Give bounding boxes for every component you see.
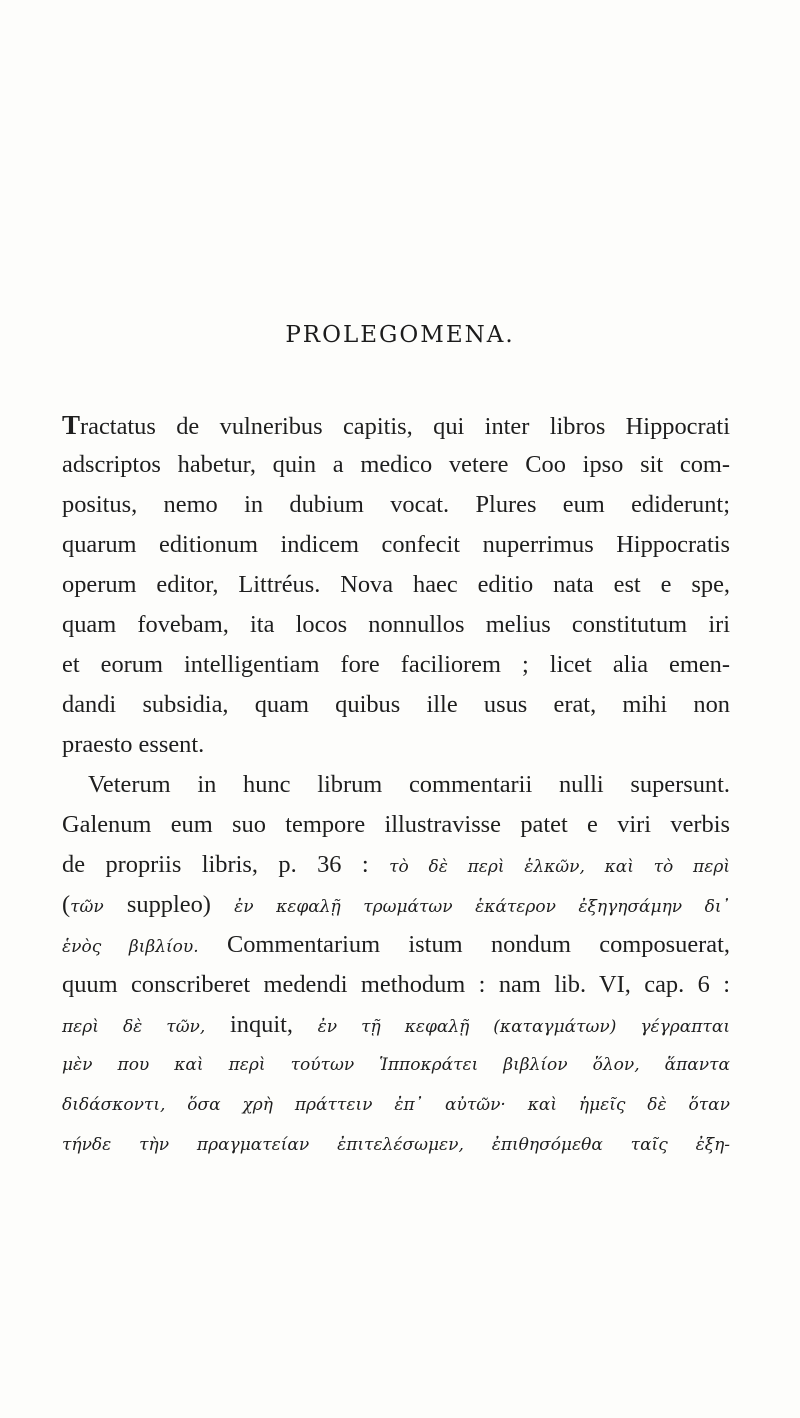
greek-text: ἐν κεφαλῇ τρωμάτων ἑκάτερον ἐξηγησάμην δι᾽ [234,897,730,917]
latin-text: de propriis libris, p. 36 : [62,851,390,878]
greek-text: ἐν τῇ κεφαλῇ (καταγμάτων) γέγραπται [317,1017,730,1037]
page-heading: PROLEGOMENA. [285,322,515,348]
text-line: dandi subsidia, quam quibus ille usus erat, mihi non [62,691,730,718]
paren-text: ( [62,891,71,918]
text-line [62,885,730,925]
text-line: Veterum in hunc librum commentarii nulli supersunt. [88,771,730,798]
greek-line: μὲν που καὶ περὶ τούτων Ἱπποκράτει βιβλίον ὅλον, ἅπαντα [62,1055,730,1075]
greek-text: ἑνὸς βιβλίου. [62,937,199,957]
latin-text: Commentarium istum nondum composuerat, [198,931,730,958]
text-line [62,925,730,965]
greek-text: τῶν [70,897,104,917]
drop-cap: T [62,410,81,440]
text-line: quum conscriberet medendi methodum : nam lib. VI, cap. 6 : [62,971,730,998]
text-line [62,405,730,445]
latin-text: suppleo) [103,891,235,918]
body-text [62,405,730,1165]
text-line [62,845,730,885]
greek-line: τήνδε τὴν πραγματείαν ἐπιτελέσωμεν, ἐπιθησόμεθα ταῖς ἐξη- [62,1135,730,1155]
text-line: et eorum intelligentiam fore faciliorem ; licet alia emen- [62,651,730,678]
text-line: praesto essent. [62,731,205,758]
text-line: quam fovebam, ita locos nonnullos melius constitutum iri [62,611,730,638]
greek-text: τὸ δὲ περὶ ἑλκῶν, καὶ τὸ περὶ [389,857,730,877]
greek-text: περὶ δὲ τῶν, [62,1017,206,1037]
text-line: operum editor, Littréus. Nova haec editio nata est e spe, [62,571,730,598]
text-line: quarum editionum indicem confecit nuperrimus Hippocratis [62,531,730,558]
text-line: adscriptos habetur, quin a medico vetere Coo ipso sit com- [62,451,730,478]
text-line [62,1005,730,1045]
latin-text: inquit, [205,1011,318,1038]
greek-line: διδάσκοντι, ὅσα χρὴ πράττειν ἐπ᾽ αὐτῶν· καὶ ἡμεῖς δὲ ὅταν [62,1095,730,1115]
text-line: Galenum eum suo tempore illustravisse patet e viri verbis [62,811,730,838]
text-line: positus, nemo in dubium vocat. Plures eum ediderunt; [62,491,730,518]
line-text: ractatus de vulneribus capitis, qui inter libros Hippocrati [80,413,730,440]
